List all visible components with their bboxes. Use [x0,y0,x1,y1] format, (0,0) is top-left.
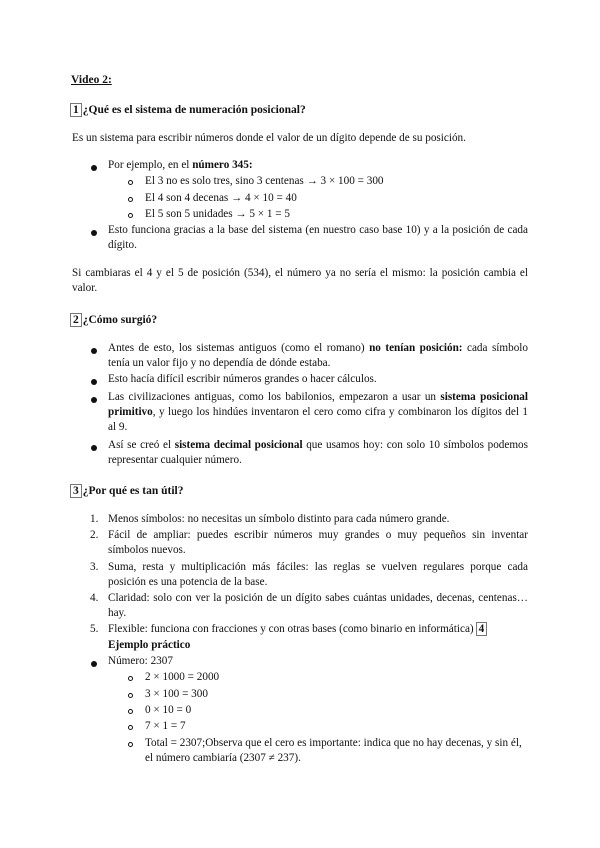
section-2-bullet-3 [108,390,528,435]
document-title: Video 2: [71,74,112,86]
section-1-heading [70,103,306,118]
sub-bullet [128,213,133,218]
bullet-dot [91,348,97,354]
list-number: 1. [90,513,99,525]
section-3-heading [70,484,184,499]
sub-bullet [128,725,133,730]
section-2-bullet-4 [108,438,528,468]
sub-bullet [128,693,133,698]
list-number: 2. [90,529,99,541]
list-number: 5. [90,623,99,635]
section-3-item-4: Claridad: solo con ver la posición de un dígito sabes cuántas unidades, decenas, centenas… hay. [108,592,528,619]
s2-b4-post: que usamos hoy: con solo 10 símbolos podemos representar cualquier número. [108,439,529,466]
section-3-item-1: Menos símbolos: no necesitas un símbolo distinto para cada número grande. [108,513,450,525]
section-1-bullet-2: Esto funciona gracias a la base del sistema (en nuestro caso base 10) y a la posición de cada dígito. [108,224,528,251]
bullet-dot [91,379,97,385]
section-3-item-5 [108,622,488,637]
list-number: 3. [90,561,99,573]
list-number: 4. [90,592,99,604]
sub-bullet [128,742,133,747]
section-3-number: 3 [70,484,82,498]
section-4-number: 4 [476,622,488,636]
section-1-title: ¿Qué es el sistema de numeración posicional? [82,104,306,116]
section-2-bullet-1 [108,341,528,371]
sub-bullet [128,709,133,714]
section-2-title: ¿Cómo surgió? [82,314,158,326]
bullet-1-bold: número 345: [192,159,253,171]
sub-bullet [128,197,133,202]
s2-b1-post: cada símbolo tenía un valor fijo y no dependía de dónde estaba. [108,342,528,369]
section-3-item-3: Suma, resta y multiplicación más fáciles: las reglas se vuelven regulares porque cada posición es una potencia de la base. [108,561,528,588]
section-1-intro: Es un sistema para escribir números donde el valor de un dígito depende de su posición. [72,132,466,144]
section-1-outro: Si cambiaras el 4 y el 5 de posición (534), el número ya no sería el mismo: la posición cambia el valor. [72,267,528,294]
section-2-number: 2 [70,313,82,327]
sub-bullet [128,676,133,681]
s2-b3-pre: Las civilizaciones antiguas, como los babilonios, empezaron a usar un [108,391,441,403]
section-1-number: 1 [70,103,82,117]
bullet-dot [91,165,97,171]
s2-b3-post: , y luego los hindúes inventaron el cero como cifra y combinaron los dígitos del 1 al 9. [108,406,528,433]
bullet-dot [91,445,97,451]
section-4-sub-1: 2 × 1000 = 2000 [145,671,220,683]
bullet-dot [91,397,97,403]
section-1-sub-3: El 5 son 5 unidades → 5 × 1 = 5 [145,208,290,220]
section-4-bullet: Número: 2307 [108,655,173,667]
sub-bullet [128,180,133,185]
section-1-bullet-1 [108,158,528,173]
section-4-sub-4: 7 × 1 = 7 [145,720,186,732]
s2-b4-bold: sistema decimal posicional [174,439,303,451]
section-1-sub-1: El 3 no es solo tres, sino 3 centenas → 3 × 100 = 300 [145,175,384,187]
section-1-sub-2: El 4 son 4 decenas → 4 × 10 = 40 [145,192,297,204]
bullet-1-prefix: Por ejemplo, en el [108,159,193,171]
s2-b1-bold: no tenían posición: [369,342,463,354]
section-4-sub-5: Total = 2307;Observa que el cero es importante: indica que no hay decenas, y sin él, el número cambiaría (2307 ≠ 237). [145,737,522,764]
section-4-sub-2: 3 × 100 = 300 [145,688,208,700]
section-4-sub-3: 0 × 10 = 0 [145,704,192,716]
s2-b1-pre: Antes de esto, los sistemas antiguos (como el romano) [108,342,370,354]
bullet-dot [91,230,97,236]
section-3-item-2: Fácil de ampliar: puedes escribir números muy grandes o muy pequeños sin inventar símbolos nuevos. [108,529,528,556]
section-4-heading: Ejemplo práctico [108,639,191,651]
section-2-heading [70,313,157,328]
s2-b4-pre: Así se creó el [108,439,175,451]
section-2-bullet-2: Esto hacía difícil escribir números grandes o hacer cálculos. [108,373,377,385]
bullet-dot [91,661,97,667]
s2-b3-bold: sistema posicional primitivo [108,391,528,418]
section-3-title: ¿Por qué es tan útil? [82,485,184,497]
s3-item-5-text: Flexible: funciona con fracciones y con otras bases (como binario en informática) [108,623,474,635]
